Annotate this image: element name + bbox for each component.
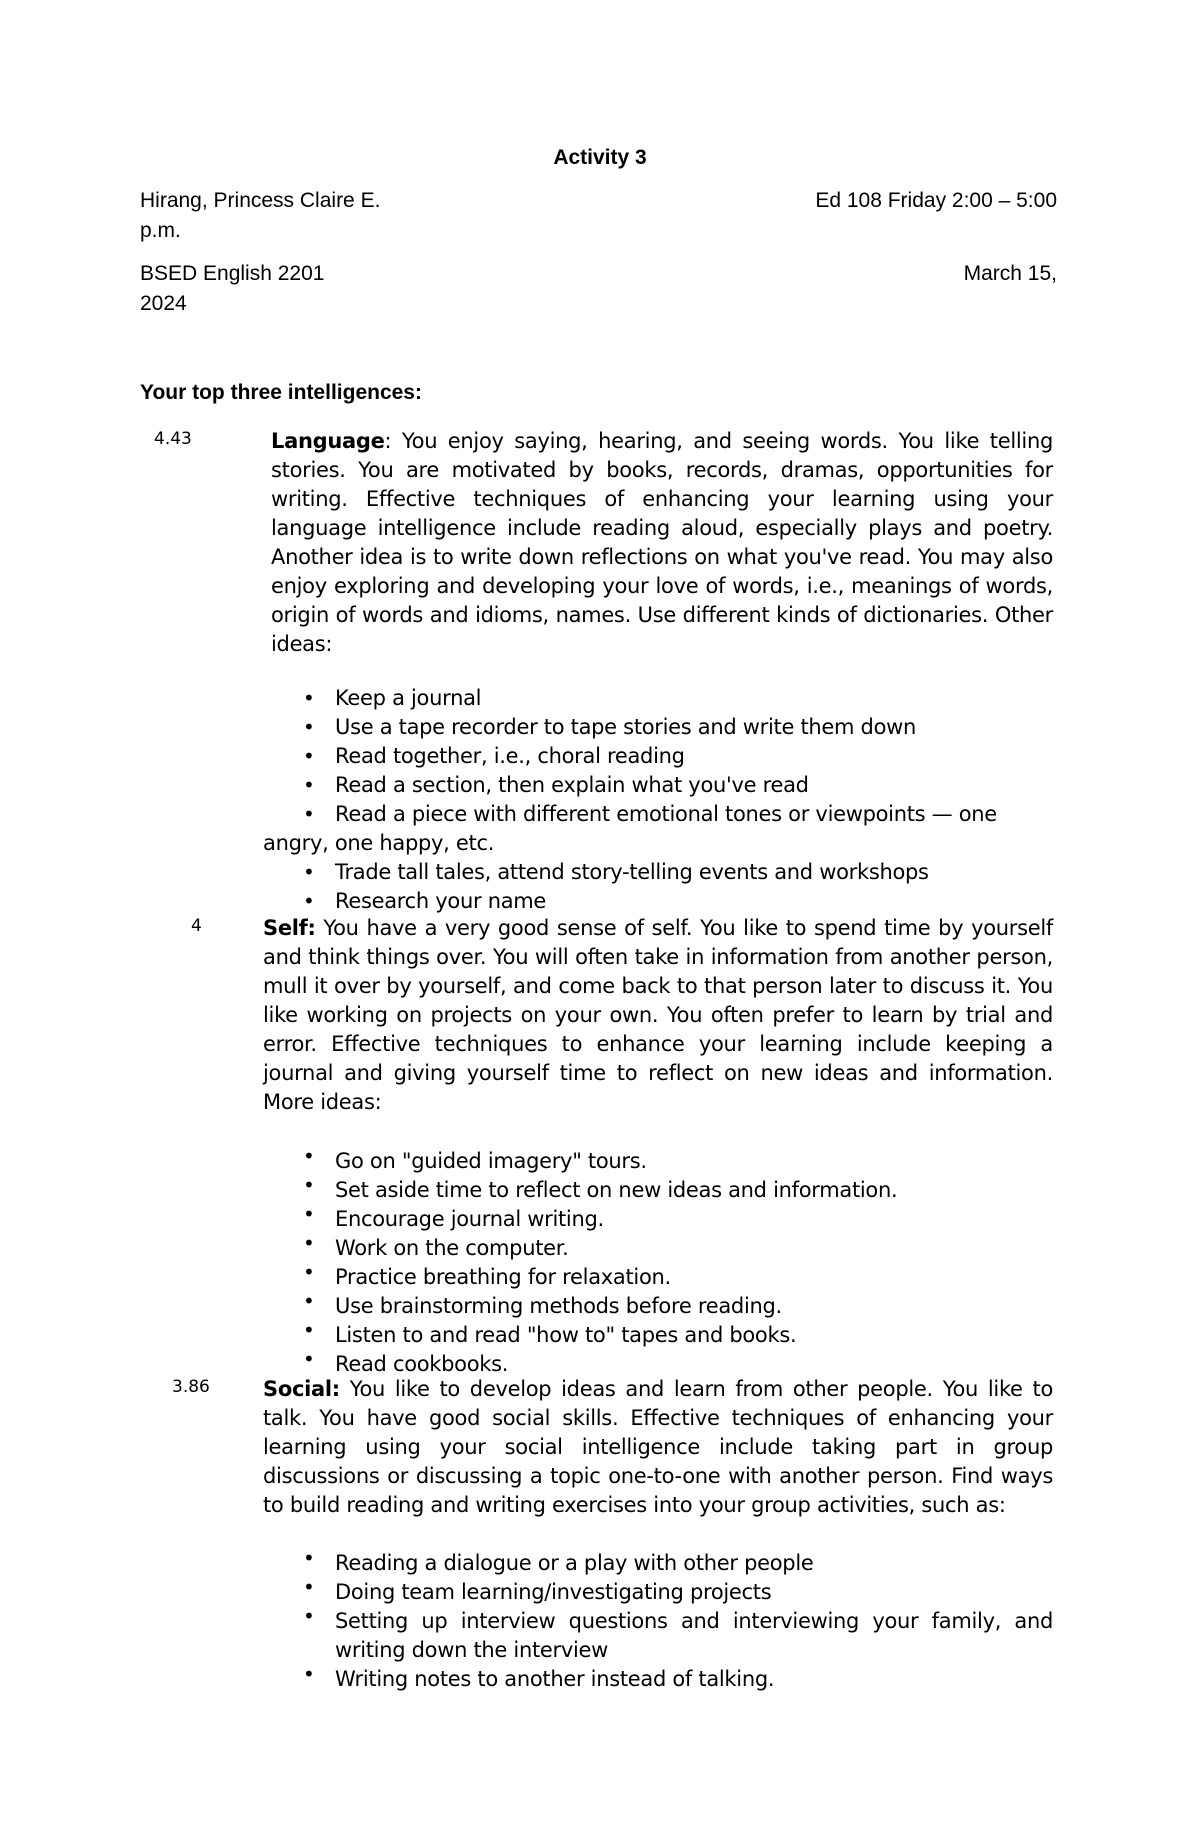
bullet-icon: • <box>303 1173 315 1197</box>
course-section: BSED English 2201 <box>140 262 325 285</box>
list-item: • Writing notes to another instead of talking. <box>303 1662 775 1691</box>
social-text: You like to develop ideas and learn from other people. You like to talk. You have good social skills. Effective techniques of enhancing your learning using your social intelligence include taking part in group discussions or discussing a topic one-to-one with another person. Find ways to build reading and writing exercises into your group activities, such as: <box>263 1377 1053 1517</box>
bullet-icon: • <box>303 1318 315 1342</box>
language-heading: Language <box>271 429 385 453</box>
section-self <box>263 914 1053 1117</box>
score-social: 3.86 <box>172 1377 210 1397</box>
self-paragraph <box>263 914 1053 1117</box>
list-item: • Read a section, then explain what you've read <box>263 771 1053 800</box>
list-item: • Doing team learning/investigating projects <box>303 1575 772 1604</box>
list-item: • Keep a journal <box>263 684 1053 713</box>
bullet-icon: • <box>303 744 315 768</box>
self-heading: Self: <box>263 916 316 940</box>
submission-date: March 15, <box>963 262 1057 285</box>
bullet-icon: • <box>303 1144 315 1168</box>
student-name: Hirang, Princess Claire E. <box>140 189 381 212</box>
self-text: You have a very good sense of self. You like to spend time by yourself and think things over. You will often take in information from another person, mull it over by yourself, and come back to that person later to discuss it. You like working on projects on your own. You often prefer to learn by trial and error. Effective techniques to enhance your learning include keeping a journal and giving yourself time to reflect on new ideas and information. More ideas: <box>263 916 1053 1114</box>
list-item: • Go on "guided imagery" tours. <box>303 1144 647 1173</box>
bullet-icon: • <box>303 1575 315 1599</box>
section-social <box>263 1375 1053 1520</box>
social-paragraph <box>263 1375 1053 1520</box>
list-item: • Reading a dialogue or a play with other people <box>303 1546 814 1575</box>
bullet-icon: • <box>303 802 315 826</box>
list-item: • Practice breathing for relaxation. <box>303 1260 671 1289</box>
list-item: • Read together, i.e., choral reading <box>263 742 1053 771</box>
language-text: You enjoy saying, hearing, and seeing words. You like telling stories. You are motivated by books, records, dramas, opportunities for writing. Effective techniques of enhancing your learning using your language intelligence include reading aloud, especially plays and poetry. Another idea is to write down reflections on what you've read. You may also enjoy exploring and developing your love of words, i.e., meanings of words, origin of words and idioms, names. Use different kinds of dictionaries. Other ideas: <box>271 429 1053 656</box>
list-item: • Use brainstorming methods before reading. <box>303 1289 782 1318</box>
class-schedule-continued: p.m. <box>140 219 181 242</box>
score-language: 4.43 <box>154 429 192 449</box>
class-schedule: Ed 108 Friday 2:00 – 5:00 <box>815 189 1057 212</box>
list-item: • Read a piece with different emotional tones or viewpoints — one angry, one happy, etc. <box>263 802 997 855</box>
bullet-icon: • <box>303 860 315 884</box>
list-item: • Listen to and read "how to" tapes and books. <box>303 1318 797 1347</box>
list-item: • Use a tape recorder to tape stories and write them down <box>263 713 1053 742</box>
bullet-icon: • <box>303 1604 315 1628</box>
bullet-icon: • <box>303 1347 315 1371</box>
list-item: • Trade tall tales, attend story-telling events and workshops <box>263 858 1053 887</box>
bullet-icon: • <box>303 1202 315 1226</box>
bullet-icon: • <box>303 1231 315 1255</box>
language-paragraph <box>271 427 1053 659</box>
list-item: • Set aside time to reflect on new ideas and information. <box>303 1173 898 1202</box>
bullet-icon: • <box>303 889 315 913</box>
section-language <box>271 427 1053 659</box>
bullet-icon: • <box>303 1662 315 1686</box>
social-heading: Social: <box>263 1377 340 1401</box>
list-item: • Work on the computer. <box>303 1231 569 1260</box>
language-bullets <box>263 684 1053 916</box>
document-title: Activity 3 <box>553 146 647 169</box>
language-heading-punct: : <box>384 429 392 453</box>
score-self: 4 <box>191 916 202 936</box>
social-bullets <box>263 1546 1053 1694</box>
list-item: • Research your name <box>263 887 1053 916</box>
section-subheading: Your top three intelligences: <box>140 381 422 404</box>
self-bullets <box>263 1144 1053 1379</box>
bullet-icon: • <box>303 773 315 797</box>
bullet-icon: • <box>303 1289 315 1313</box>
submission-year: 2024 <box>140 292 187 315</box>
bullet-icon: • <box>303 1260 315 1284</box>
list-item: • Read cookbooks. <box>303 1347 509 1376</box>
bullet-icon: • <box>303 715 315 739</box>
bullet-icon: • <box>303 686 315 710</box>
bullet-icon: • <box>303 1546 315 1570</box>
list-item: • Setting up interview questions and interviewing your family, and writing down the interview <box>303 1604 1053 1662</box>
list-item: • Encourage journal writing. <box>303 1202 604 1231</box>
